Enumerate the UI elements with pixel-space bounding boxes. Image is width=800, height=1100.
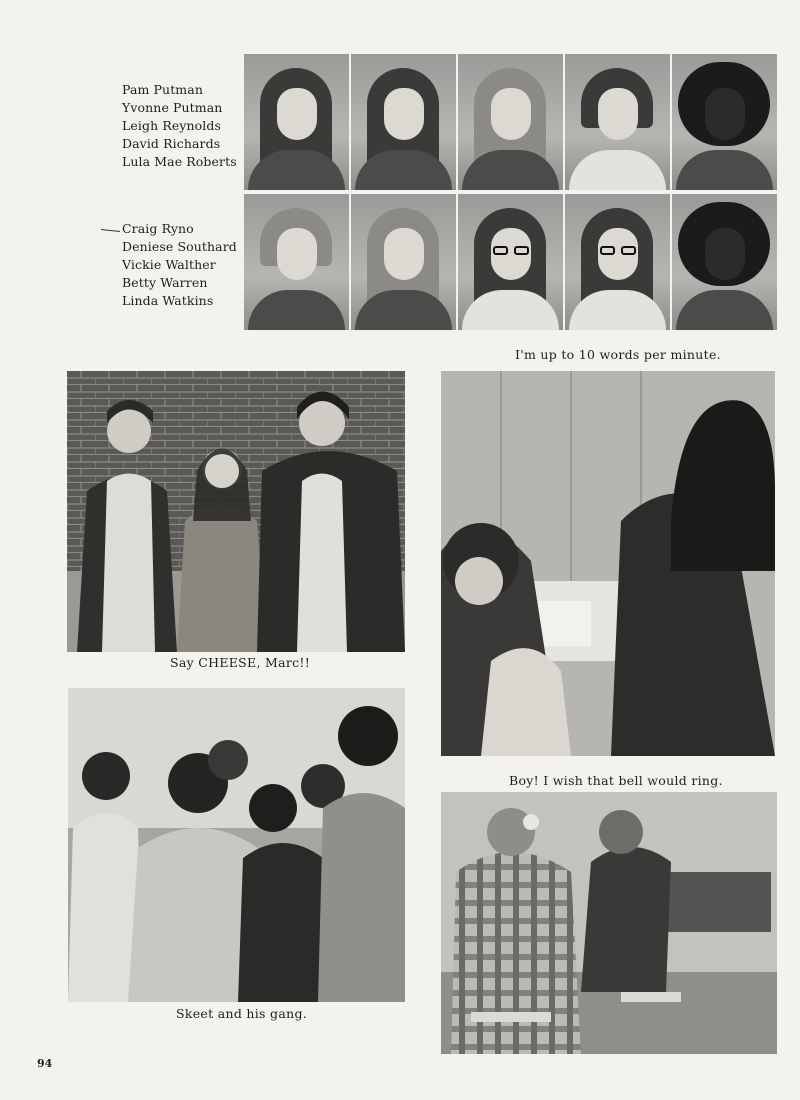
caption-typing: I'm up to 10 words per minute. bbox=[515, 347, 721, 362]
roster-name: Deniese Southard bbox=[122, 239, 237, 254]
page-number: 94 bbox=[37, 1057, 53, 1070]
roster-name: Craig Ryno bbox=[122, 221, 194, 236]
roster-name: David Richards bbox=[122, 136, 221, 151]
portrait-linda-watkins bbox=[672, 194, 777, 330]
roster-name: Leigh Reynolds bbox=[122, 118, 221, 133]
roster-name: Linda Watkins bbox=[122, 293, 214, 308]
portrait-leigh-reynolds bbox=[458, 54, 563, 190]
roster-name: Yvonne Putman bbox=[122, 100, 223, 115]
portrait-craig-ryno bbox=[244, 194, 349, 330]
caption-say-cheese: Say CHEESE, Marc!! bbox=[170, 655, 311, 670]
caption-bell: Boy! I wish that bell would ring. bbox=[509, 773, 723, 788]
photo-typing-class bbox=[441, 371, 775, 756]
roster-name: Pam Putman bbox=[122, 82, 203, 97]
photo-classroom bbox=[441, 792, 777, 1054]
roster-name: Vickie Walther bbox=[122, 257, 216, 272]
caption-skeet-gang: Skeet and his gang. bbox=[176, 1006, 308, 1021]
portrait-yvonne-putman bbox=[351, 54, 456, 190]
roster-names-bottom bbox=[122, 220, 237, 310]
portrait-pam-putman bbox=[244, 54, 349, 190]
portrait-lula-mae-roberts bbox=[672, 54, 777, 190]
portrait-deniese-southard bbox=[351, 194, 456, 330]
roster-names-top bbox=[122, 81, 237, 171]
portrait-david-richards bbox=[565, 54, 670, 190]
photo-say-cheese bbox=[67, 371, 405, 652]
portrait-betty-warren bbox=[565, 194, 670, 330]
photo-skeet-gang bbox=[68, 688, 405, 1002]
pen-mark bbox=[101, 229, 120, 232]
portrait-vickie-walther bbox=[458, 194, 563, 330]
roster-name: Betty Warren bbox=[122, 275, 208, 290]
roster-name: Lula Mae Roberts bbox=[122, 154, 237, 169]
